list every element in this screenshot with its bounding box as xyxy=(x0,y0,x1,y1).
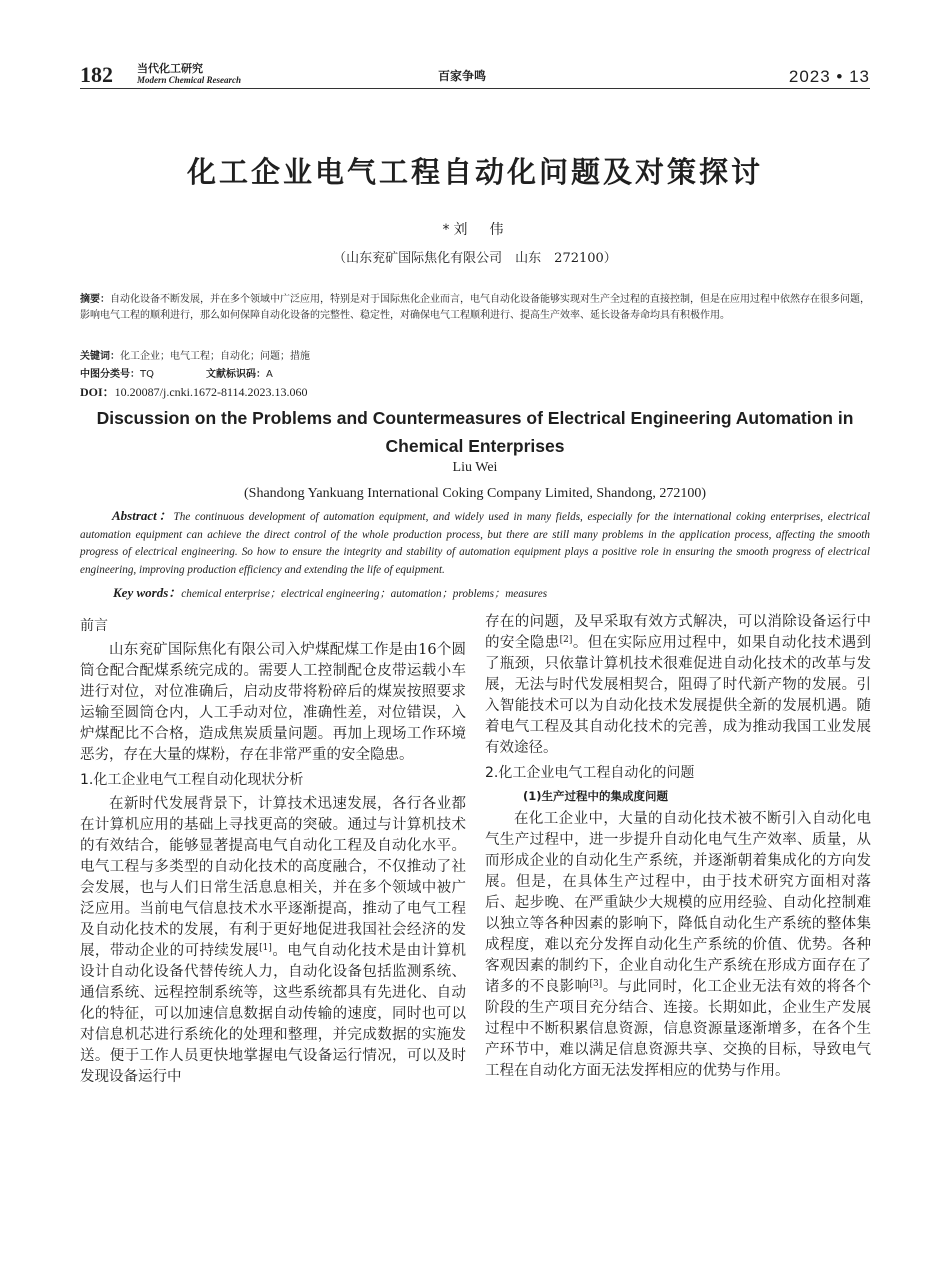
english-affiliation: (Shandong Yankuang International Coking Company Limited, Shandong, 272100) xyxy=(244,486,706,501)
page-number: 182 xyxy=(80,62,113,87)
citation-1[interactable]: [1] xyxy=(259,943,272,953)
paragraph-section-2 xyxy=(485,809,871,1082)
keywords-text: 化工企业；电气工程；自动化；问题；措施 xyxy=(120,351,310,362)
paragraph-text: 。与此同时，化工企业无法有效的将各个阶段的生产项目充分结合、连接。长期如此，企业生产发展过程中不断积累信息资源，信息资源量逐渐增多，在各个生产环节中，难以满足信息资源共享、交换的目标，导致电气工程在自动化方面无法发挥相应的优势与作用。 xyxy=(485,979,872,1079)
header-divider xyxy=(80,88,870,89)
english-keywords-label: Key words： xyxy=(113,585,182,600)
english-abstract xyxy=(80,507,870,579)
english-title: Discussion on the Problems and Countermeasures of Electrical Engineering Automation in Chemical Enterprises xyxy=(96,408,854,456)
abstract-text: 自动化设备不断发展，并在多个领域中广泛应用，特别是对于国际焦化企业而言，电气自动化设备能够实现对生产全过程的直接控制，但是在应用过程中依然存在很多问题，影响电气工程的顺利进行，那么如何保障自动化设备的完整性、稳定性，对确保电气工程顺利进行、提高生产效率、延长设备寿命均具有积极作用。 xyxy=(80,294,870,321)
author-name: *刘 伟 xyxy=(442,222,508,238)
paragraph-text: 。但在实际应用过程中，如果自动化技术遇到了瓶颈，只依靠计算机技术很难促进自动化技术的改革与发展，无法与时代发展相契合，阻碍了时代新产物的发展。引入智能技术可以为自动化技术发展提供全新的发展机遇。随着电气工程及其自动化技术的完善，成为推动我国工业发展有效途径。 xyxy=(485,635,872,756)
abstract-cn xyxy=(80,292,870,324)
author-affiliation: （山东兖矿国际焦化有限公司 山东 272100） xyxy=(333,251,617,266)
keywords-label: 关键词： xyxy=(80,351,120,362)
english-abstract-label: Abstract： xyxy=(112,508,174,523)
body-column-left xyxy=(80,612,466,1088)
paragraph-section-1 xyxy=(80,794,466,1088)
heading-section-2: 2.化工企业电气工程自动化的问题 xyxy=(485,765,695,781)
abstract-label: 摘要： xyxy=(80,294,110,305)
doi-value: 10.20087/j.cnki.1672-8114.2023.13.060 xyxy=(114,385,308,399)
doi-label: DOI： xyxy=(80,385,115,399)
heading-preface: 前言 xyxy=(80,618,108,634)
citation-3[interactable]: [3] xyxy=(589,979,603,989)
classification-line xyxy=(80,365,273,380)
paragraph-preface: 山东兖矿国际焦化有限公司入炉煤配煤工作是由16个圆筒仓配合配煤系统完成的。需要人工控制配仓皮带运载小车进行对位，对位准确后，启动皮带将粉碎后的煤炭按照要求运输至圆筒仓内，人工手动对位，准确性差，对位错误，入炉煤配比不合格，造成焦炭质量问题。再加上现场工作环境恶劣，存在大量的煤粉，存在非常严重的安全隐患。 xyxy=(80,642,466,763)
english-abstract-text: The continuous development of automation equipment, and widely used in many fields, especially for the international coking enterprises, electrical automation equipment can achieve the direct control of the whole production process, but there are still many problems in the application process, affecting the smooth progress of electrical engineering. So how to ensure the integrity and stability of automation equipment plays a positive role in ensuring the smooth progress of electrical engineering, improving production efficiency and extending the life of equipment. xyxy=(80,511,870,576)
doc-code-value: A xyxy=(265,369,273,380)
paragraph-continued xyxy=(485,612,871,759)
journal-name-cn: 当代化工研究 xyxy=(137,62,203,75)
clc-label: 中图分类号： xyxy=(80,369,140,380)
paragraph-text: 在新时代发展背景下，计算技术迅速发展，各行各业都在计算机应用的基础上寻找更高的突破。通过与计算机技术的有效结合，能够显著提高电气自动化工程及自动化水平。电气工程与多类型的自动化技术的高度融合，不仅推动了社会发展，也与人们日常生活息息相关，并在多个领域中被广泛应用。当前电气信息技术水平逐渐提高，推动了电气工程及自动化技术的发展，有利于更好地促进我国社会经济的发展，带动企业的可持续发展 xyxy=(80,796,466,959)
keywords-cn xyxy=(80,347,310,362)
section-label: 百家争鸣 xyxy=(438,69,487,83)
issue-number: 2023 • 13 xyxy=(788,67,870,86)
english-keywords xyxy=(113,582,547,601)
body-column-right xyxy=(485,612,871,1082)
clc-value: TQ xyxy=(140,369,154,380)
english-keywords-text: chemical enterprise；electrical engineering；automation；problems；measures xyxy=(181,588,548,600)
paragraph-text: 存在的问题，及早采取有效方式解决，可以消除设备运行中的安全隐患 xyxy=(485,614,871,651)
doi-line xyxy=(80,383,308,400)
citation-2[interactable]: [2] xyxy=(559,635,573,645)
doc-code-label: 文献标识码： xyxy=(205,369,266,380)
heading-section-1: 1.化工企业电气工程自动化现状分析 xyxy=(80,772,304,788)
heading-section-2-1: (1)生产过程中的集成度问题 xyxy=(523,789,669,803)
article-title: 化工企业电气工程自动化问题及对策探讨 xyxy=(186,155,763,189)
journal-name-en: Modern Chemical Research xyxy=(137,75,242,85)
paragraph-text: 在化工企业中，大量的自动化技术被不断引入自动化电气生产过程中，进一步提升自动化电气生产效率、质量，从而形成企业的自动化生产系统，并逐渐朝着集成化的方向发展。但是，在具体生产过程中，由于技术研究方面相对落后、起步晚、在严重缺少大规模的应用经验、自动化控制难以独立等各种因素的影响下，降低自动化生产系统的整体集成程度，难以充分发挥自动化生产系统的价值、优势。各种客观因素的制约下，企业自动化生产系统在形成方面存在了诸多的不良影响 xyxy=(485,811,871,995)
english-author: Liu Wei xyxy=(452,460,498,475)
paragraph-text: 。电气自动化技术是由计算机设计自动化设备代替传统人力，自动化设备包括监测系统、通信系统、远程控制系统等，这些系统都具有先进化、自动化的特征，可以加速信息数据自动传输的速度，同时也可以对信息机芯进行系统化的处理和整理，并完成数据的实施发送。便于工作人员更快地掌握电气设备运行情况，可以及时发现设备运行中 xyxy=(80,943,467,1085)
page-header xyxy=(80,58,870,88)
